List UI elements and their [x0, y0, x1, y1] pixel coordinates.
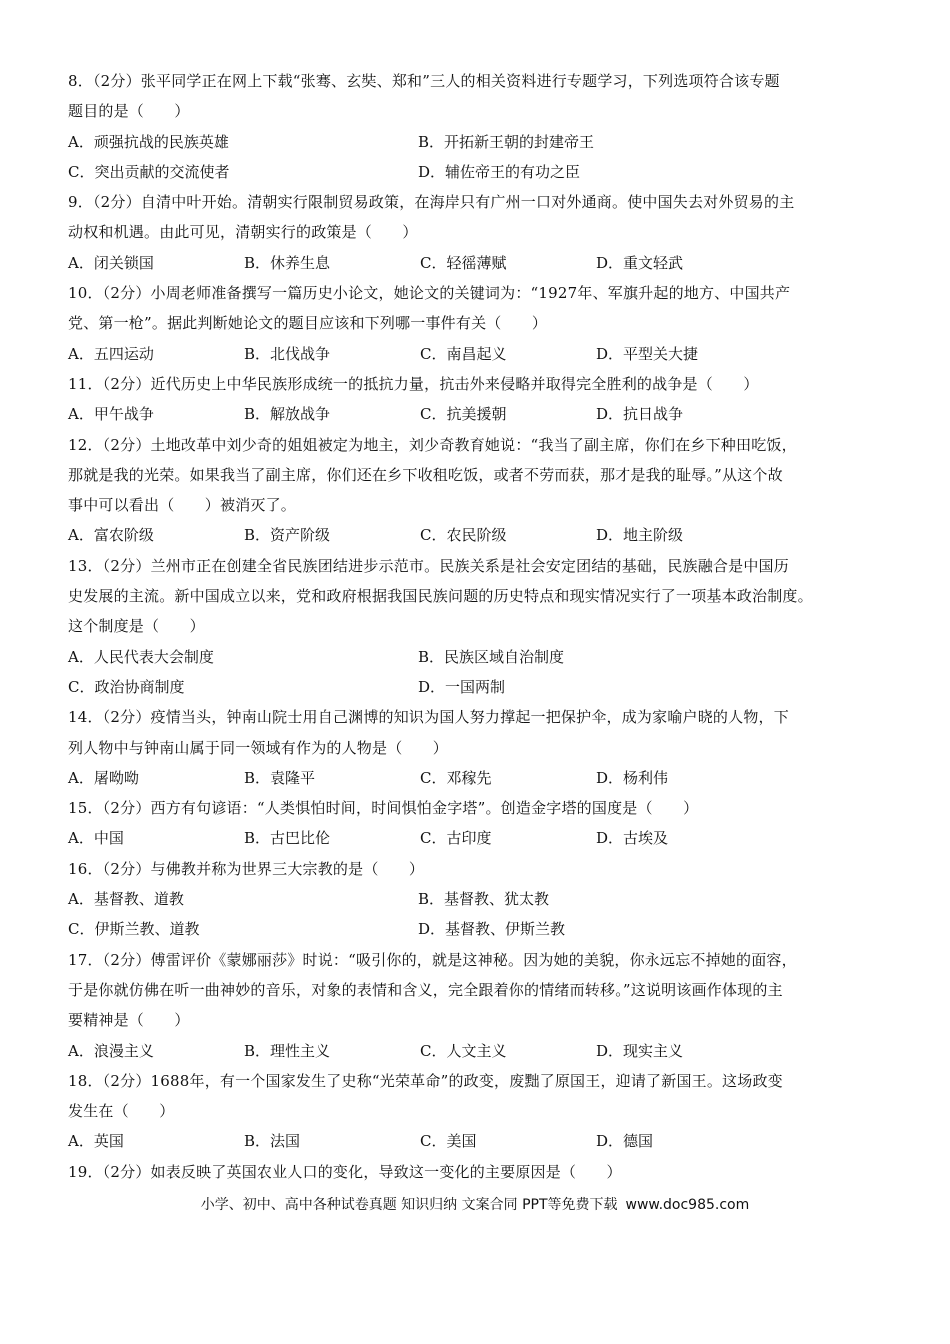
question-text-line: 这个制度是（ ） [68, 617, 205, 636]
question-block [68, 793, 884, 854]
answer-option: A．五四运动 [68, 344, 154, 363]
answer-option: C．农民阶级 [420, 526, 507, 545]
options-row [68, 157, 884, 187]
question-text-line: 17．（2分）傅雷评价《蒙娜丽莎》时说：“吸引你的，就是这神秘。因为她的美貌，你永远忘不掉她的面容， [68, 950, 797, 969]
question-text-line: 党、第一枪”。据此判断她论文的题目应该和下列哪一事件有关（ ） [68, 314, 548, 333]
question-text-line: 要精神是（ ） [68, 1011, 190, 1030]
answer-option: A．闭关锁国 [68, 253, 154, 272]
answer-option: D．古埃及 [596, 829, 669, 848]
answer-option: A．基督教、道教 [68, 890, 184, 909]
question-block [68, 854, 884, 945]
question-block [68, 187, 884, 278]
answer-option: A．英国 [68, 1132, 124, 1151]
answer-option: C．南昌起义 [420, 344, 507, 363]
answer-option: D．一国两制 [418, 677, 506, 696]
answer-option: A．富农阶级 [68, 526, 154, 545]
exam-page [68, 66, 884, 1187]
answer-option: D．德国 [596, 1132, 654, 1151]
question-block [68, 702, 884, 793]
question-block [68, 945, 884, 1066]
question-text-line: 18．（2分）1688年，有一个国家发生了史称“光荣革命”的政变，废黜了原国王，迎请了新国王。这场政变 [68, 1071, 783, 1090]
answer-option: A．顽强抗战的民族英雄 [68, 132, 229, 151]
question-block [68, 1066, 884, 1157]
answer-option: A．中国 [68, 829, 124, 848]
answer-option: B．资产阶级 [244, 526, 331, 545]
answer-option: B．法国 [244, 1132, 301, 1151]
question-block [68, 1157, 884, 1187]
question-text-line: 列人物中与钟南山属于同一领域有作为的人物是（ ） [68, 738, 449, 757]
answer-option: B．理性主义 [244, 1041, 331, 1060]
question-text-line: 事中可以看出（ ）被消灭了。 [68, 496, 297, 515]
question-text-line: 9．（2分）自清中叶开始。清朝实行限制贸易政策，在海岸只有广州一口对外通商。使中国失去对外贸易的主 [68, 193, 795, 212]
question-text-line: 史发展的主流。新中国成立以来，党和政府根据我国民族问题的历史特点和现实情况实行了一项基本政治制度。 [68, 587, 813, 606]
answer-option: C．突出贡献的交流使者 [68, 162, 230, 181]
answer-option: C．人文主义 [420, 1041, 507, 1060]
question-text-line: 那就是我的光荣。如果我当了副主席，你们还在乡下收租吃饭，或者不劳而获，那才是我的耻辱。”从这个故 [68, 465, 783, 484]
answer-option: C．轻徭薄赋 [420, 253, 507, 272]
options-row [68, 339, 884, 369]
question-block [68, 430, 884, 551]
options-row [68, 884, 884, 914]
question-text-line: 14．（2分）疫情当头，钟南山院士用自己渊博的知识为国人努力撑起一把保护伞，成为家喻户晓的人物，下 [68, 708, 789, 727]
options-row [68, 1036, 884, 1066]
answer-option: C．古印度 [420, 829, 492, 848]
answer-option: A．甲午战争 [68, 405, 154, 424]
answer-option: A．人民代表大会制度 [68, 647, 214, 666]
answer-option: B．袁隆平 [244, 768, 316, 787]
answer-option: C．邓稼先 [420, 768, 492, 787]
answer-option: A．屠呦呦 [68, 768, 139, 787]
question-text-line: 于是你就仿佛在听一曲神妙的音乐，对象的表情和含义，完全跟着你的情绪而转移。”这说明该画作体现的主 [68, 980, 783, 999]
question-text-line: 动权和机遇。由此可见，清朝实行的政策是（ ） [68, 223, 418, 242]
question-text-line: 8．（2分）张平同学正在网上下载“张骞、玄奘、郑和”三人的相关资料进行专题学习，下列选项符合该专题 [68, 72, 780, 90]
options-row [68, 914, 884, 944]
question-text-line: 13．（2分）兰州市正在创建全省民族团结进步示范市。民族关系是社会安定团结的基础，民族融合是中国历 [68, 556, 789, 575]
question-text-line: 16．（2分）与佛教并称为世界三大宗教的是（ ） [68, 859, 425, 878]
page-footer [0, 1194, 950, 1214]
question-block [68, 369, 884, 430]
answer-option: D．平型关大捷 [596, 344, 699, 363]
question-text-line: 12．（2分）土地改革中刘少奇的姐姐被定为地主，刘少奇教育她说：“我当了副主席，你们在乡下种田吃饭， [68, 435, 797, 454]
answer-option: B．古巴比伦 [244, 829, 331, 848]
options-row [68, 520, 884, 550]
options-row [68, 823, 884, 853]
answer-option: C．美国 [420, 1132, 477, 1151]
answer-option: B．开拓新王朝的封建帝王 [418, 132, 595, 151]
question-block [68, 66, 884, 187]
options-row [68, 763, 884, 793]
options-row [68, 127, 884, 157]
answer-option: D．基督教、伊斯兰教 [418, 920, 566, 939]
options-row [68, 248, 884, 278]
answer-option: B．民族区域自治制度 [418, 647, 565, 666]
answer-option: D．重文轻武 [596, 253, 684, 272]
question-text-line: 11．（2分）近代历史上中华民族形成统一的抵抗力量，抗击外来侵略并取得完全胜利的战争是（ ） [68, 374, 759, 393]
options-row [68, 399, 884, 429]
answer-option: D．辅佐帝王的有功之臣 [418, 162, 581, 181]
question-text-line: 10．（2分）小周老师准备撰写一篇历史小论文，她论文的关键词为：“1927年、军旗升起的地方、中国共产 [68, 284, 791, 303]
options-row [68, 1126, 884, 1156]
question-text-line: 19．（2分）如表反映了英国农业人口的变化，导致这一变化的主要原因是（ ） [68, 1162, 622, 1181]
answer-option: B．基督教、犹太教 [418, 890, 550, 909]
answer-option: B．解放战争 [244, 405, 331, 424]
answer-option: A．浪漫主义 [68, 1041, 154, 1060]
question-text-line: 15．（2分）西方有句谚语：“人类惧怕时间，时间惧怕金字塔”。创造金字塔的国度是（ ） [68, 799, 699, 818]
answer-option: B．休养生息 [244, 253, 331, 272]
answer-option: D．现实主义 [596, 1041, 684, 1060]
answer-option: D．抗日战争 [596, 405, 684, 424]
options-row [68, 672, 884, 702]
answer-option: D．地主阶级 [596, 526, 684, 545]
question-block [68, 278, 884, 369]
question-text-line: 题目的是（ ） [68, 102, 190, 121]
options-row [68, 642, 884, 672]
answer-option: D．杨利伟 [596, 768, 669, 787]
answer-option: B．北伐战争 [244, 344, 331, 363]
footer-url[interactable]: www.doc985.com [625, 1197, 750, 1213]
answer-option: C．政治协商制度 [68, 677, 185, 696]
question-block [68, 551, 884, 702]
answer-option: C．抗美援朝 [420, 405, 507, 424]
question-text-line: 发生在（ ） [68, 1102, 175, 1121]
footer-text: 小学、初中、高中各种试卷真题 知识归纳 文案合同 PPT等免费下载 [200, 1197, 618, 1213]
answer-option: C．伊斯兰教、道教 [68, 920, 200, 939]
